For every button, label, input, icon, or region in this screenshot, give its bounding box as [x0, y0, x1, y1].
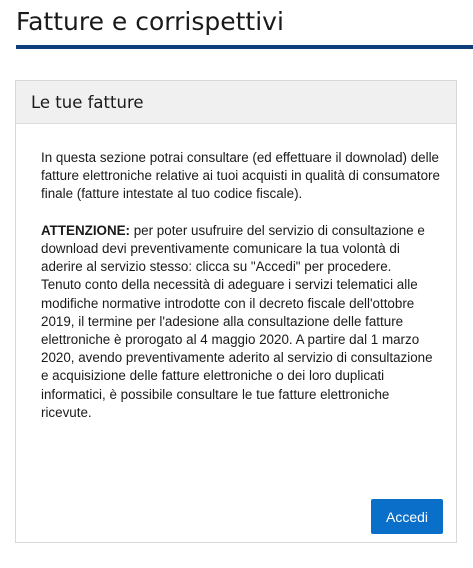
card-title: Le tue fatture: [31, 92, 144, 112]
attention-text: per poter usufruire del servizio di consultazione e download devi preventivamente comunicare la tua volontà di aderire al servizio stesso: clicca su "Accedi" per procedere.: [41, 222, 425, 275]
card-body: [41, 149, 441, 422]
intro-paragraph: In questa sezione potrai consultare (ed effettuare il downolad) delle fatture elettroniche relative ai tuoi acquisti in qualità di consumatore finale (fatture intestate al tuo codice fiscale).: [41, 150, 440, 202]
invoices-card: [15, 80, 457, 543]
accedi-button[interactable]: Accedi: [371, 499, 443, 534]
notice-paragraph: Tenuto conto della necessità di adeguare i servizi telematici alle modifiche normative introdotte con il decreto fiscale dell'ottobre 2019, il termine per l'adesione alla consultazione delle fatture elettroniche è prorogato al 4 maggio 2020. A partire dal 1 marzo 2020, avendo preventivamente aderito al servizio di consultazione e acquisizione delle fatture elettroniche o dei loro duplicati informatici, è possibile consultare le tue fatture elettroniche ricevute.: [41, 277, 433, 420]
paragraph-spacer: [41, 204, 441, 222]
attention-paragraph: [41, 222, 441, 277]
title-underline: [16, 45, 473, 49]
page-title: Fatture e corrispettivi: [16, 7, 284, 36]
attention-label: ATTENZIONE:: [41, 222, 131, 238]
card-header: [16, 81, 456, 124]
